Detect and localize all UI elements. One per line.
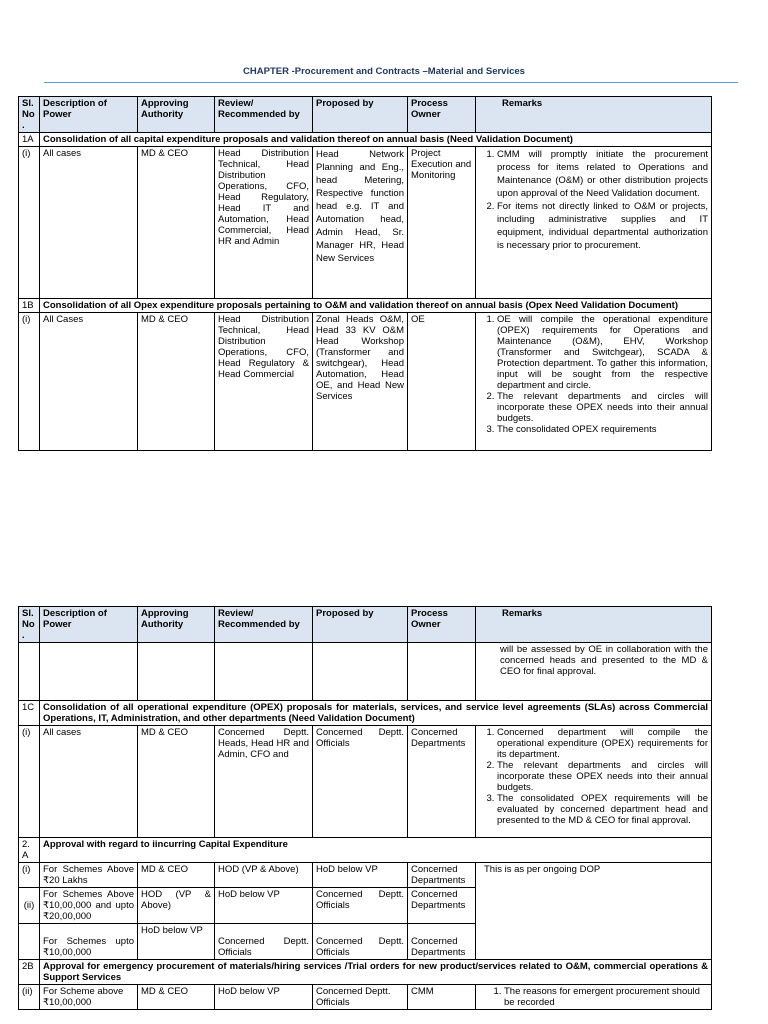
- table-row: [19, 147, 712, 299]
- row-no: (ii): [19, 888, 40, 924]
- header-row: [19, 607, 712, 643]
- row-no: (i): [19, 313, 40, 451]
- section-row: [19, 133, 712, 147]
- section-title: Consolidation of all operational expenditure (OPEX) proposals for materials, services, and service level agreements (SLAs) across Commercial Operations, IT, Administration, and other departments (Need Validation Document): [40, 701, 712, 726]
- row-description: For Schemes Above ₹20 Lakhs: [40, 863, 138, 888]
- row-description: All cases: [40, 726, 138, 838]
- table-row: [19, 726, 712, 838]
- header-row: [19, 97, 712, 133]
- table-row: [19, 313, 712, 451]
- row-owner: Concerned Departments: [408, 863, 476, 888]
- section-no: 1B: [19, 299, 40, 313]
- row-approving: MD & CEO: [138, 985, 215, 1010]
- col-description: Description of Power: [40, 607, 138, 643]
- section-no: 1C: [19, 701, 40, 726]
- row-owner: OE: [408, 313, 476, 451]
- row-owner: Project Execution and Monitoring: [408, 147, 476, 299]
- row-description: All Cases: [40, 313, 138, 451]
- table-row: [19, 863, 712, 888]
- remark-item: 1. OE will compile the operational expenditure (OPEX) requirements for Operations and Maintenance (O&M), EHV, Workshop (Transformer and Switchgear), SCADA & Protection department. To gather this information, input will be sought from the respective department and circle.: [497, 314, 708, 391]
- header-rule: [44, 82, 738, 83]
- row-remarks: [476, 643, 712, 701]
- col-owner: Process Owner: [408, 607, 476, 643]
- row-proposed: Concerned Deptt. Officials: [313, 726, 408, 838]
- delegation-table-2: [18, 606, 712, 1010]
- row-remarks: [476, 147, 712, 299]
- row-approving: MD & CEO: [138, 147, 215, 299]
- col-approving: Approving Authority: [138, 607, 215, 643]
- section-no: 2B: [19, 960, 40, 985]
- section-row: [19, 838, 712, 863]
- row-owner: CMM: [408, 985, 476, 1010]
- row-review: Head Distribution Technical, Head Distribution Operations, CFO, Head Regulatory, Head IT and Automation, Head Commercial, Head HR and Admin: [215, 147, 313, 299]
- row-approving: MD & CEO: [138, 313, 215, 451]
- col-approving: Approving Authority: [138, 97, 215, 133]
- col-remarks: Remarks: [476, 607, 712, 643]
- section-title: Consolidation of all capital expenditure proposals and validation thereof on annual basis (Need Validation Document): [40, 133, 712, 147]
- table-row: [19, 985, 712, 1010]
- row-review: Concerned Deptt. Officials: [215, 924, 313, 960]
- row-no: (i): [19, 863, 40, 888]
- section-no: 2. A: [19, 838, 40, 863]
- section-row: [19, 299, 712, 313]
- row-proposed: HoD below VP: [313, 863, 408, 888]
- col-proposed: Proposed by: [313, 97, 408, 133]
- remarks-list: [486, 986, 708, 1008]
- remark-continuation: will be assessed by OE in collaboration with the concerned heads and presented to the MD & CEO for final approval.: [500, 644, 708, 677]
- row-proposed: Head Network Planning and Eng., head Metering, Respective function head e.g. IT and Automation head, Admin Head, Sr. Manager HR, Head New Services: [313, 147, 408, 299]
- remark-item: 2. The relevant departments and circles will incorporate these OPEX needs into their annual budgets.: [497, 391, 708, 424]
- table-row: [19, 643, 712, 701]
- row-approving: MD & CEO: [138, 726, 215, 838]
- section-row: [19, 701, 712, 726]
- row-proposed: Zonal Heads O&M, Head 33 KV O&M Head Workshop (Transformer and switchgear), Head Automation, Head OE, and Head New Services: [313, 313, 408, 451]
- remark-item: 3. The consolidated OPEX requirements will be evaluated by concerned department head and presented to the MD & CEO for final approval.: [497, 793, 708, 826]
- row-owner: Concerned Departments: [408, 726, 476, 838]
- col-proposed: Proposed by: [313, 607, 408, 643]
- row-remarks: [476, 313, 712, 451]
- row-proposed: Concerned Deptt. Officials: [313, 985, 408, 1010]
- row-no: (ii): [19, 985, 40, 1010]
- row-review: Head Distribution Technical, Head Distribution Operations, CFO, Head Regulatory & Head Commercial: [215, 313, 313, 451]
- row-review: Concerned Deptt. Heads, Head HR and Admin, CFO and: [215, 726, 313, 838]
- remark-item: 1. CMM will promptly initiate the procurement process for items related to Operations and Maintenance (O&M) or other distribution projects upon approval of the Need Validation document.: [497, 148, 708, 200]
- row-remarks: [476, 726, 712, 838]
- row-no: (i): [19, 147, 40, 299]
- chapter-title: CHAPTER -Procurement and Contracts –Material and Services: [243, 66, 525, 77]
- row-owner: Concerned Departments: [408, 888, 476, 924]
- row-proposed: Concerned Deptt. Officials: [313, 888, 408, 924]
- row-description: For Schemes upto ₹10,00,000: [40, 924, 138, 960]
- section-title: Approval with regard to iincurring Capital Expenditure: [40, 838, 712, 863]
- remark-item: 3. The consolidated OPEX requirements: [497, 424, 708, 435]
- row-owner: Concerned Departments: [408, 924, 476, 960]
- col-sl: Sl. No .: [19, 97, 40, 133]
- row-approving: MD & CEO: [138, 863, 215, 888]
- row-approving: HOD (VP & Above): [138, 888, 215, 924]
- row-description: For Schemes Above ₹10,00,000 and upto ₹20,00,000: [40, 888, 138, 924]
- col-owner: Process Owner: [408, 97, 476, 133]
- remarks-list: [479, 148, 708, 252]
- col-sl: Sl. No .: [19, 607, 40, 643]
- section-no: 1A: [19, 133, 40, 147]
- remark-item: 2. For items not directly linked to O&M or projects, including administrative supplies and IT equipment, individual departmental authorization is necessary prior to procurement.: [497, 200, 708, 252]
- section-title: Approval for emergency procurement of materials/hiring services /Trial orders for new product/services related to O&M, commercial operations & Support Services: [40, 960, 712, 985]
- remark-item: 2. The relevant departments and circles will incorporate these OPEX needs into their annual budgets.: [497, 760, 708, 793]
- row-review: HoD below VP: [215, 888, 313, 924]
- col-description: Description of Power: [40, 97, 138, 133]
- row-description: All cases: [40, 147, 138, 299]
- row-proposed: Concerned Deptt. Officials: [313, 924, 408, 960]
- remark-item: 1. The reasons for emergent procurement should be recorded: [504, 986, 708, 1008]
- remarks-list: [479, 727, 708, 826]
- delegation-table-1: [18, 96, 712, 451]
- row-remarks: [476, 985, 712, 1010]
- col-remarks: Remarks: [476, 97, 712, 133]
- row-description: For Scheme above ₹10,00,000: [40, 985, 138, 1010]
- col-review: Review/ Recommended by: [215, 97, 313, 133]
- section-row: [19, 960, 712, 985]
- row-approving: HoD below VP: [138, 924, 215, 960]
- remarks-list: [479, 314, 708, 435]
- row-no: (i): [19, 726, 40, 838]
- row-review: HoD below VP: [215, 985, 313, 1010]
- row-remarks: This is as per ongoing DOP: [476, 863, 712, 960]
- row-review: HOD (VP & Above): [215, 863, 313, 888]
- section-title: Consolidation of all Opex expenditure proposals pertaining to O&M and validation thereof on annual basis (Opex Need Validation Document): [40, 299, 712, 313]
- col-review: Review/ Recommended by: [215, 607, 313, 643]
- remark-item: 1. Concerned department will compile the operational expenditure (OPEX) requirements for its department.: [497, 727, 708, 760]
